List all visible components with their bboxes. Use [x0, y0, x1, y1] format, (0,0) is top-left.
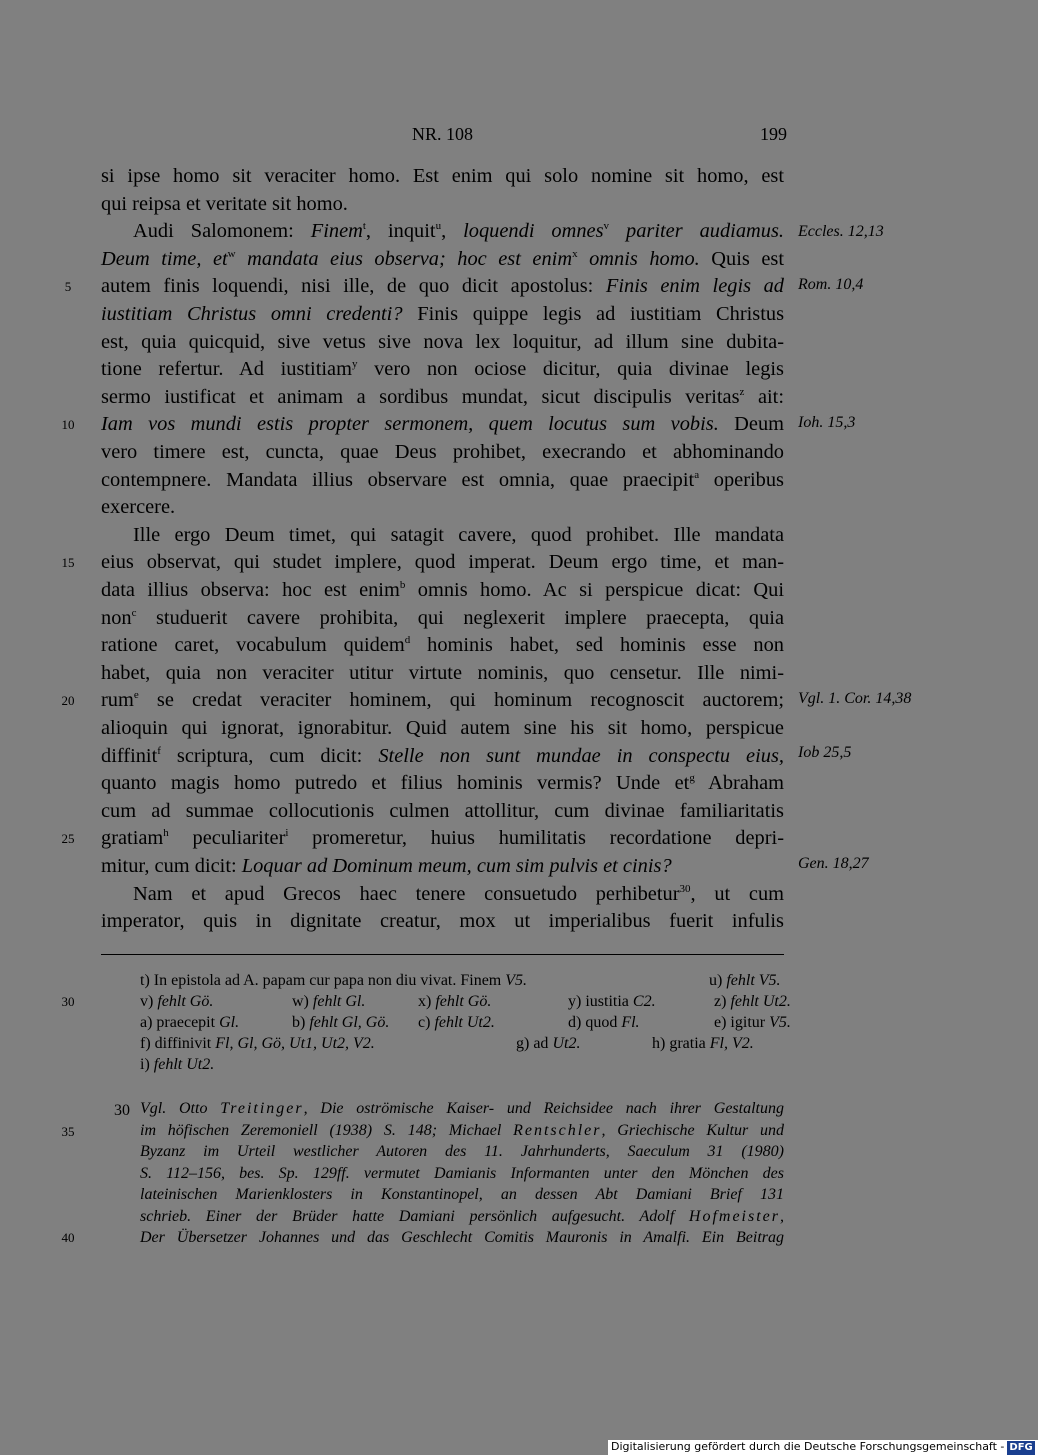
apparatus-entry: c) fehlt Ut2. [418, 1014, 495, 1031]
text-line: qui reipsa et veritate sit homo. [101, 192, 348, 215]
text-line: ratione caret, vocabulum quidem$^d$ hominis habet, sed hominis esse non [101, 634, 784, 657]
footnote-line: Vgl. Otto Treitinger, Die oströmische Kaiser- und Reichsidee nach ihrer Gestaltung [140, 1100, 784, 1117]
text-line: si ipse homo sit veraciter homo. Est enim qui solo nomine sit homo, est [101, 165, 784, 187]
footnote-separator [101, 954, 784, 955]
text-line: Ille ergo Deum timet, qui satagit cavere, quod prohibet. Ille mandata [133, 523, 784, 546]
text-line: vero timere est, cuncta, quae Deus prohibet, execrando et abhominando [101, 441, 784, 463]
text-line: eius observat, qui studet implere, quod imperat. Deum ergo time, et man- [101, 551, 784, 574]
text-line: mitur, cum dicit: Loquar ad Dominum meum, cum sim pulvis et cinis? [101, 855, 672, 877]
margin-reference: Vgl. 1. Cor. 14,38 [798, 690, 912, 707]
text-line: gratiam$^h$ peculiariter$^i$ promeretur, huius humilitatis recordatione depri- [101, 827, 784, 850]
text-line: exercere. [101, 496, 176, 519]
apparatus-entry: i) fehlt Ut2. [140, 1056, 215, 1073]
text-line: sermo iustificat et animam a sordibus mundat, sicut discipulis veritas$^z$ ait: [101, 385, 784, 408]
footnote-number: 30 [114, 1102, 130, 1119]
text-line: imperator, quis in dignitate creatur, mox ut imperialibus fuerit infulis [101, 910, 784, 933]
text-line: Iam vos mundi estis propter sermonem, quem locutus sum vobis. Deum [101, 413, 784, 436]
apparatus-entry: z) fehlt Ut2. [714, 993, 791, 1010]
apparatus-entry: h) gratia Fl, V2. [652, 1035, 754, 1052]
apparatus-entry: e) igitur V5. [714, 1014, 791, 1031]
footnote-line: S. 112–156, bes. Sp. 129ff. vermutet Damianis Informanten unter den Mönchen des [140, 1164, 784, 1182]
text-line: autem finis loquendi, nisi ille, de quo dicit apostolus: Finis enim legis ad [101, 275, 784, 298]
margin-reference: Ioh. 15,3 [798, 414, 856, 431]
apparatus-entry: f) diffinivit Fl, Gl, Gö, Ut1, Ut2, V2. [140, 1035, 375, 1052]
text-line: est, quia quicquid, sive vetus sive nova lex loquitur, ad illum sine dubita- [101, 330, 784, 353]
text-line: quanto magis homo putredo et filius hominis vermis? Unde $et^g$ Abraham [101, 772, 785, 795]
apparatus-entry: d) quod Fl. [568, 1014, 640, 1031]
footnote-line: schrieb. Einer der Brüder hatte Damiani persönlich aufgesucht. Adolf Hofmeister, [140, 1207, 784, 1225]
page-number: 199 [760, 124, 787, 144]
text-line: alioquin qui ignorat, ignorabitur. Quid autem sine his sit homo, perspicue [101, 717, 784, 739]
line-number: 40 [61, 1230, 75, 1245]
margin-reference: Iob 25,5 [798, 744, 852, 761]
line-number: 30 [61, 994, 75, 1009]
running-header-title: NR. 108 [412, 124, 474, 144]
text-line: habet, quia non veraciter utitur virtute nominis, quo censetur. Ille nimi- [101, 661, 784, 684]
footnote-line: im höfischen Zeremoniell (1938) S. 148; Michael Rentschler, Griechische Kultur und [140, 1121, 785, 1139]
apparatus-entry: g) ad Ut2. [516, 1035, 581, 1052]
apparatus-entry: u) fehlt V5. [709, 972, 781, 989]
text-line: iustitiam Christus omni credenti? Finis quippe legis ad iustitiam Christus [101, 303, 785, 325]
text-line: contempnere. Mandata illius observare est omnia, quae praecipit$^a$ operibus [101, 468, 784, 491]
line-number: 15 [61, 555, 75, 570]
dfg-notice-text: Digitalisierung gefördert durch die Deutsche Forschungsgemeinschaft - [611, 1440, 1005, 1453]
text-line: non$^c$ studuerit cavere prohibita, qui neglexerit implere praecepta, quia [101, 606, 784, 629]
text-line: tione refertur. Ad iustitiam$^y$ vero non ociose dicitur, quia divinae legis [101, 358, 784, 381]
line-number: 35 [61, 1124, 75, 1139]
apparatus-entry: t) In epistola ad A. papam cur papa non diu vivat. Finem V5. [140, 972, 528, 989]
apparatus-entry: a) praecepit Gl. [140, 1014, 240, 1031]
footnote-line: Der Übersetzer Johannes und das Geschlecht Comitis Mauronis in Amalfi. Ein Beitrag [140, 1229, 784, 1246]
margin-reference: Rom. 10,4 [798, 276, 864, 293]
text-line: rum$^e$ se credat veraciter hominem, qui hominum recognoscit auctorem; [101, 689, 784, 712]
text-line: Nam et apud Grecos haec tenere consuetudo perhibetur$^{30}$, ut cum [133, 882, 784, 905]
apparatus-entry: b) fehlt Gl, Gö. [292, 1014, 390, 1031]
dfg-funding-notice [608, 1440, 1038, 1455]
line-number: 5 [64, 279, 72, 294]
margin-reference: Gen. 18,27 [798, 855, 869, 872]
line-number: 25 [61, 831, 75, 846]
text-line: Deum time, $et^w$ mandata eius observa; hoc est enim$^x$ omnis homo. Quis est [101, 247, 784, 270]
text-line: data illius observa: hoc est enim$^b$ omnis homo. Ac si perspicue dicat: Qui [101, 579, 784, 601]
apparatus-entry: w) fehlt Gl. [292, 993, 366, 1010]
text-line: Audi Salomonem: Finem$^t$, inquit$^u$, loquendi omnes$^v$ pariter audiamus. [133, 220, 784, 243]
footnote-line: Byzanz im Urteil westlicher Autoren des 11. Jahrhunderts, Saeculum 31 (1980) [140, 1143, 784, 1160]
margin-reference: Eccles. 12,13 [798, 223, 884, 240]
text-line: diffinit$^f$ scriptura, cum dicit: Stelle non sunt mundae in conspectu eius, [101, 744, 784, 767]
dfg-logo: DFG [1009, 1442, 1033, 1453]
line-number: 20 [61, 693, 75, 708]
footnote-line: lateinischen Marienklosters in Konstantinopel, an dessen Abt Damiani Brief 131 [140, 1186, 784, 1203]
text-line: cum ad summae collocutionis culmen attollitur, cum divinae familiaritatis [101, 799, 784, 822]
apparatus-entry: x) fehlt Gö. [418, 993, 492, 1010]
apparatus-entry: v) fehlt Gö. [140, 993, 214, 1010]
apparatus-entry: y) iustitia C2. [568, 993, 656, 1010]
line-number: 10 [61, 417, 75, 432]
